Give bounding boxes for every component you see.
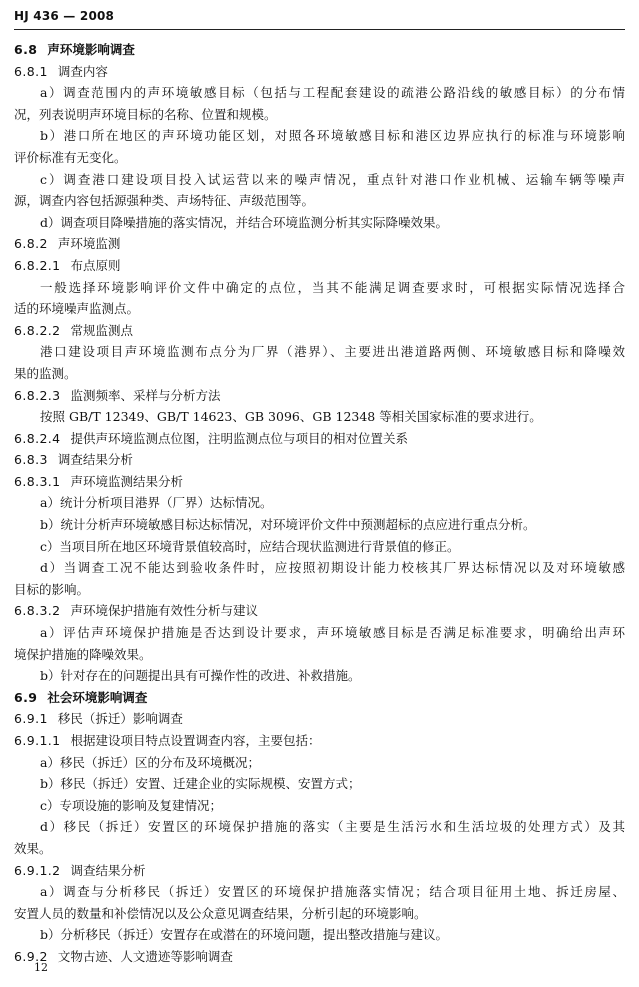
section-heading: [14, 233, 625, 255]
section-heading: [14, 320, 625, 342]
paragraph-line: d）调查项目降噪措施的落实情况，并结合环境监测分析其实际降噪效果。: [40, 214, 449, 230]
section-heading: [14, 600, 625, 622]
section-number: 6.8: [14, 42, 38, 57]
paragraph-line: d）当调查工况不能达到验收条件时，应按照初期设计能力校核其厂界达标情况以及对环境敏感: [40, 560, 625, 576]
paragraph-line: a）移民（拆迁）区的分布及环境概况；: [40, 754, 260, 770]
paragraph-line: 适的环境噪声监测点。: [14, 301, 140, 317]
section-number: 6.8.2.3: [14, 387, 61, 403]
section-title: 常规监测点: [70, 322, 134, 338]
section-heading: [14, 449, 625, 471]
paragraph-line: c）专项设施的影响及复建情况；: [40, 797, 223, 813]
section-title: 调查内容: [57, 63, 108, 79]
section-number: 6.9: [14, 689, 38, 705]
section-title: 布点原则: [70, 257, 121, 273]
paragraph-line: b）移民（拆迁）安置、迁建企业的实际规模、安置方式；: [40, 776, 361, 792]
section-heading: [14, 860, 625, 882]
section-number: 6.8.1: [14, 63, 48, 79]
header-divider: [14, 29, 625, 30]
section-number: 6.8.2.4: [14, 430, 61, 446]
section-heading: [14, 61, 625, 83]
section-number: 6.9.1.2: [14, 862, 61, 878]
section-heading: [14, 471, 625, 493]
paragraph-line: 效果。: [14, 840, 52, 856]
section-heading: [14, 39, 625, 61]
paragraph-line: b）针对存在的问题提出具有可操作性的改进、补救措施。: [40, 668, 361, 684]
document-body: [14, 39, 625, 968]
paragraph-line: 目标的影响。: [14, 581, 90, 597]
section-heading: [14, 946, 625, 968]
document-header-id: HJ 436 — 2008: [14, 9, 115, 23]
paragraph-line: 一般选择环境影响评价文件中确定的点位，当其不能满足调查要求时，可根据实际情况选择合: [40, 279, 625, 295]
section-title: 根据建设项目特点设置调查内容，主要包括：: [70, 733, 321, 748]
section-number: 6.8.2: [14, 236, 48, 252]
paragraph-line: 境保护措施的降噪效果。: [14, 646, 152, 662]
section-title: 声环境保护措施有效性分析与建议: [70, 603, 259, 619]
section-title: 声环境影响调查: [47, 42, 135, 57]
paragraph-line: 况，列表说明声环境目标的名称、位置和规模。: [14, 106, 277, 122]
section-title: 移民（拆迁）影响调查: [57, 711, 183, 727]
section-heading: [14, 385, 625, 407]
section-title: 调查结果分析: [70, 862, 146, 878]
paragraph-line: a）统计分析项目港界（厂界）达标情况。: [40, 495, 273, 511]
section-heading: [14, 255, 625, 277]
paragraph-line: b）分析移民（拆迁）安置存在或潜在的环境问题，提出整改措施与建议。: [40, 927, 449, 943]
section-heading: [14, 708, 625, 730]
paragraph-line: b）港口所在地区的声环境功能区划，对照各环境敏感目标和港区边界应执行的标准与环境影响: [40, 128, 625, 144]
paragraph-line: c）当项目所在地区环境背景值较高时，应结合现状监测进行背景值的修正。: [40, 538, 460, 554]
section-title: 社会环境影响调查: [47, 689, 148, 705]
paragraph-line: 果的监测。: [14, 365, 77, 381]
section-title: 声环境监测结果分析: [70, 473, 184, 489]
section-heading: [14, 730, 625, 752]
section-number: 6.8.3.1: [14, 473, 61, 489]
paragraph-line: c）调查港口建设项目投入试运营以来的噪声情况，重点针对港口作业机械、运输车辆等噪声: [40, 171, 625, 187]
section-title: 调查结果分析: [57, 452, 133, 468]
section-number: 6.9.1: [14, 711, 48, 727]
section-number: 6.8.3: [14, 452, 48, 468]
paragraph-line: a）评估声环境保护措施是否达到设计要求，声环境敏感目标是否满足标准要求，明确给出声环: [40, 625, 625, 641]
paragraph-line: d）移民（拆迁）安置区的环境保护措施的落实（主要是生活污水和生活垃圾的处理方式）及其: [40, 819, 625, 835]
paragraph-line: 源，调查内容包括源强种类、声场特征、声级范围等。: [14, 193, 315, 209]
paragraph-line: a）调查范围内的声环境敏感目标（包括与工程配套建设的疏港公路沿线的敏感目标）的分布情: [40, 85, 625, 101]
paragraph-line: b）统计分析声环境敏感目标达标情况，对环境评价文件中预测超标的点应进行重点分析。: [40, 517, 536, 533]
section-number: 6.9.2: [14, 948, 48, 964]
section-title: 提供声环境监测点位图，注明监测点位与项目的相对位置关系: [70, 430, 409, 446]
section-number: 6.8.3.2: [14, 603, 61, 619]
page-number: 12: [34, 961, 48, 974]
section-number: 6.9.1.1: [14, 733, 61, 748]
paragraph-line: 评价标准有无变化。: [14, 149, 127, 165]
section-heading: [14, 687, 625, 709]
section-heading: [14, 428, 625, 450]
paragraph-line: 港口建设项目声环境监测布点分为厂界（港界）、主要进出港道路两侧、环境敏感目标和降噪效: [40, 344, 625, 360]
section-title: 文物古迹、人文遗迹等影响调查: [57, 948, 233, 964]
section-title: 声环境监测: [57, 236, 121, 252]
section-title: 监测频率、采样与分析方法: [70, 387, 221, 403]
section-number: 6.8.2.2: [14, 322, 61, 338]
paragraph-line: a）调查与分析移民（拆迁）安置区的环境保护措施落实情况；结合项目征用土地、拆迁房屋、: [40, 884, 625, 900]
paragraph-line: 安置人员的数量和补偿情况以及公众意见调查结果，分析引起的环境影响。: [14, 905, 427, 921]
section-number: 6.8.2.1: [14, 257, 61, 273]
paragraph-line: 按照 GB/T 12349、GB/T 14623、GB 3096、GB 12348 等相关国家标准的要求进行。: [40, 409, 542, 425]
